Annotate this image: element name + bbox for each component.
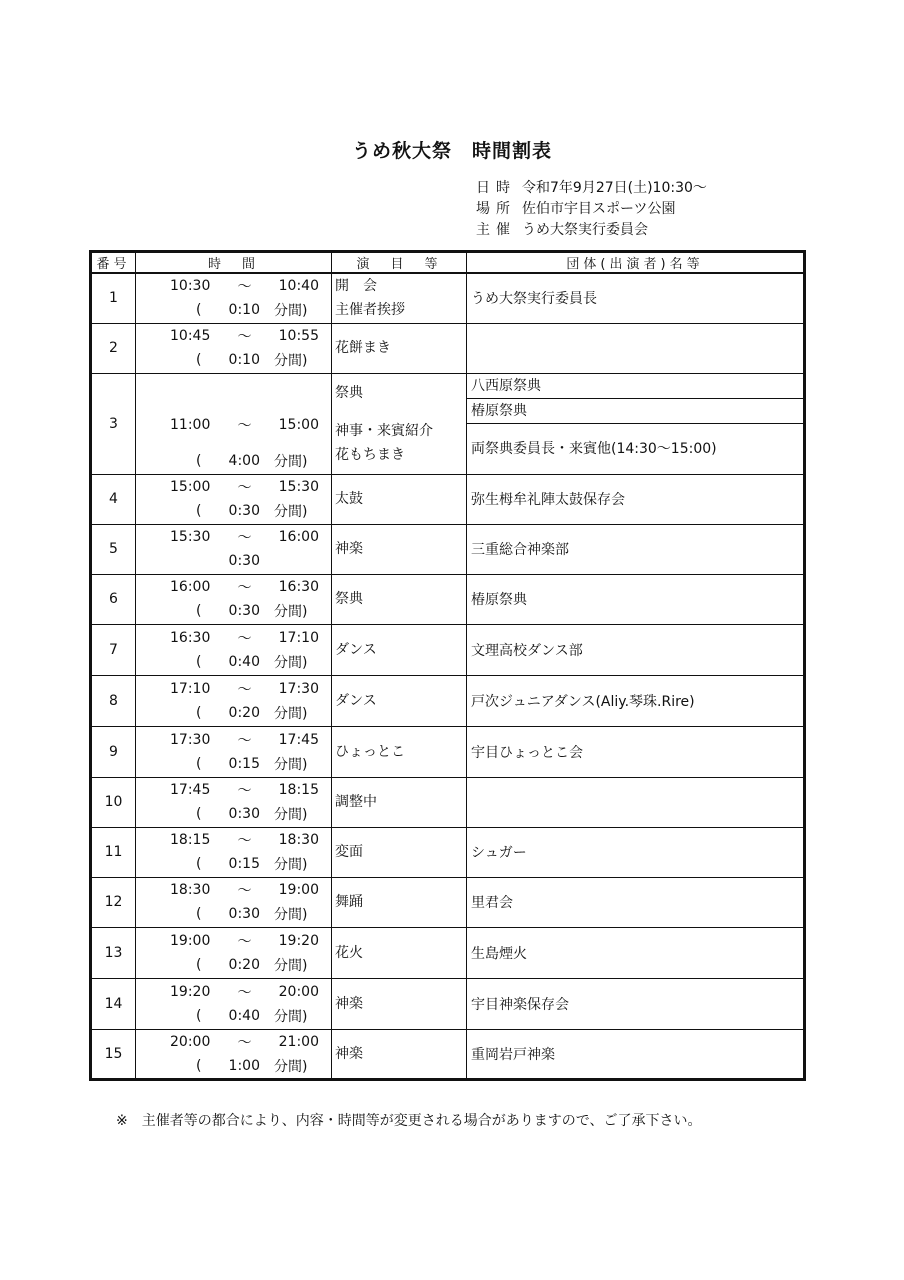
time-cell [136,777,332,827]
end-time: 15:30 [278,479,319,495]
table-row [91,777,805,827]
end-time: 20:00 [278,983,319,1000]
info-label: 主催 [476,222,516,238]
end-time: 15:00 [278,416,319,433]
time-separator: 〜 [237,681,252,698]
time-separator: 〜 [237,732,252,749]
row-number: 13 [91,927,136,978]
end-time: 18:30 [278,832,319,848]
table-row [91,726,805,777]
program-line: 神楽 [335,541,363,557]
row-number: 7 [91,624,136,675]
info-value: 佐伯市宇目スポーツ公園 [522,201,676,217]
row-number: 6 [91,574,136,624]
start-time: 16:00 [170,579,211,595]
program-line: 変面 [335,844,363,860]
program-line: 神楽 [335,1045,363,1062]
group-cell: 戸次ジュニアダンス(Aliy.琴珠.Rire) [467,675,805,726]
program-line: ひょっとこ [335,743,405,760]
duration: 4:00 [228,452,260,469]
end-time: 17:30 [278,680,319,697]
group-name: 椿原祭典 [467,399,803,424]
duration-open-paren: ( [196,856,202,872]
header-program: 演 目 等 [332,252,467,274]
group-cell: 重岡岩戸神楽 [467,1029,805,1079]
header-group: 団体(出演者)名等 [467,252,805,274]
row-number: 12 [91,877,136,927]
info-organizer [476,220,707,241]
start-time: 15:30 [170,529,211,545]
time-cell [136,323,332,373]
table-row [91,675,805,726]
end-time: 10:55 [278,328,319,344]
duration-open-paren: ( [196,755,202,772]
time-cell [136,373,332,474]
group-cell: シュガー [467,827,805,877]
duration: 0:20 [228,956,260,973]
group-cell [467,323,805,373]
end-time: 16:00 [278,529,319,545]
header-time: 時 間 [136,252,332,274]
table-row [91,927,805,978]
info-place [476,199,707,220]
start-time: 19:20 [170,983,211,1000]
table-row [91,373,805,474]
program-line: 調整中 [335,794,377,810]
duration-open-paren: ( [196,452,202,469]
duration: 0:10 [228,352,260,368]
info-datetime [476,178,707,199]
start-time: 18:15 [170,832,211,848]
duration: 0:30 [228,553,260,569]
time-separator: 〜 [237,480,252,496]
info-value: 令和7年9月27日(土)10:30〜 [522,180,707,196]
time-separator: 〜 [237,530,252,546]
info-label: 日時 [476,180,516,196]
start-time: 19:00 [170,932,211,949]
start-time: 17:45 [170,782,211,798]
start-time: 10:30 [170,278,211,295]
time-separator: 〜 [237,580,252,596]
program-cell [332,777,467,827]
duration-open-paren: ( [196,302,202,319]
table-row [91,877,805,927]
row-number: 8 [91,675,136,726]
page-title: うめ秋大祭 時間割表 [351,140,552,162]
time-cell [136,978,332,1029]
time-cell [136,574,332,624]
group-cell: 里君会 [467,877,805,927]
time-cell [136,624,332,675]
row-number: 14 [91,978,136,1029]
row-number: 4 [91,474,136,524]
time-separator: 〜 [237,417,252,434]
end-time: 17:10 [278,629,319,646]
start-time: 17:30 [170,731,211,748]
program-cell [332,474,467,524]
start-time: 11:00 [170,416,211,433]
program-cell [332,574,467,624]
duration-unit: 分間) [274,857,308,873]
program-line: 太鼓 [335,491,363,507]
duration-open-paren: ( [196,1057,202,1074]
start-time: 10:45 [170,328,211,344]
duration-unit: 分間) [274,654,308,671]
time-separator: 〜 [237,1034,252,1051]
group-cell: 椿原祭典 [467,574,805,624]
duration: 0:30 [228,806,260,822]
table-row [91,524,805,574]
row-number: 1 [91,273,136,323]
row-number: 15 [91,1029,136,1079]
group-cell: 文理高校ダンス部 [467,624,805,675]
duration-open-paren: ( [196,956,202,973]
info-value: うめ大祭実行委員会 [522,222,648,238]
schedule-table [89,250,806,1081]
row-number: 10 [91,777,136,827]
group-cell: 弥生栂牟礼陣太鼓保存会 [467,474,805,524]
row-number: 9 [91,726,136,777]
start-time: 18:30 [170,882,211,898]
duration-unit: 分間) [274,1058,308,1075]
group-cell: 生島煙火 [467,927,805,978]
program-cell [332,273,467,323]
duration-open-paren: ( [196,1007,202,1024]
time-cell [136,474,332,524]
program-line: 花餅まき [335,340,391,356]
time-cell [136,827,332,877]
end-time: 21:00 [278,1033,319,1050]
end-time: 16:30 [278,579,319,595]
duration-open-paren: ( [196,503,202,519]
table-header-row [91,252,805,274]
duration-unit: 分間) [274,353,308,369]
duration-open-paren: ( [196,352,202,368]
table-row [91,827,805,877]
duration: 0:15 [228,856,260,872]
duration-unit: 分間) [274,303,308,320]
footnote: ※ 主催者等の都合により、内容・時間等が変更される場合がありますので、ご了承下さい。 [116,1113,702,1129]
time-cell [136,877,332,927]
duration: 0:30 [228,906,260,922]
time-separator: 〜 [237,783,252,799]
program-cell [332,624,467,675]
program-cell [332,927,467,978]
duration: 0:20 [228,704,260,721]
end-time: 19:00 [278,882,319,898]
table-row [91,1029,805,1079]
time-separator: 〜 [237,984,252,1001]
duration-open-paren: ( [196,653,202,670]
program-cell [332,726,467,777]
time-separator: 〜 [237,883,252,899]
program-cell [332,323,467,373]
program-line: 花もちまき [335,446,405,463]
duration-unit: 分間) [274,705,308,722]
time-cell [136,273,332,323]
duration: 1:00 [228,1057,260,1074]
table-row [91,574,805,624]
duration-unit: 分間) [274,957,308,974]
time-separator: 〜 [237,329,252,345]
program-line: 神事・来賓紹介 [335,422,433,439]
time-cell [136,726,332,777]
end-time: 19:20 [278,932,319,949]
table-row [91,323,805,373]
row-number: 5 [91,524,136,574]
program-line: 神楽 [335,995,363,1012]
time-separator: 〜 [237,630,252,647]
table-row [91,978,805,1029]
program-line: 花火 [335,944,363,961]
info-label: 場所 [476,201,516,217]
end-time: 17:45 [278,731,319,748]
program-line: ダンス [335,692,377,709]
time-separator: 〜 [237,833,252,849]
program-cell [332,877,467,927]
group-cell [467,777,805,827]
program-line: 祭典 [335,591,363,607]
duration: 0:30 [228,603,260,619]
start-time: 17:10 [170,680,211,697]
header-number: 番号 [91,252,136,274]
duration-unit: 分間) [274,907,308,923]
start-time: 16:30 [170,629,211,646]
group-cell [467,373,805,474]
duration-unit: 分間) [274,453,308,470]
table-row [91,474,805,524]
duration-open-paren: ( [196,906,202,922]
duration: 0:15 [228,755,260,772]
time-cell [136,927,332,978]
duration-open-paren: ( [196,704,202,721]
program-line: ダンス [335,641,377,658]
duration-unit: 分間) [274,807,308,823]
time-cell [136,675,332,726]
program-cell [332,373,467,474]
group-cell: うめ大祭実行委員長 [467,273,805,323]
start-time: 20:00 [170,1033,211,1050]
program-cell [332,978,467,1029]
program-line: 祭典 [335,384,363,401]
duration-unit: 分間) [274,504,308,520]
start-time: 15:00 [170,479,211,495]
row-number: 3 [91,373,136,474]
end-time: 18:15 [278,782,319,798]
duration: 0:30 [228,503,260,519]
event-info [476,178,707,241]
program-cell [332,827,467,877]
end-time: 10:40 [278,278,319,295]
group-cell: 宇目ひょっとこ会 [467,726,805,777]
time-cell [136,524,332,574]
group-name: 両祭典委員長・来賓他(14:30〜15:00) [471,440,717,457]
program-line: 主催者挨拶 [335,302,405,319]
table-row [91,273,805,323]
schedule-body [91,273,805,1079]
group-name: 八西原祭典 [467,374,803,399]
duration-unit: 分間) [274,604,308,620]
time-cell [136,1029,332,1079]
group-cell: 三重総合神楽部 [467,524,805,574]
row-number: 11 [91,827,136,877]
time-separator: 〜 [237,279,252,296]
row-number: 2 [91,323,136,373]
program-cell [332,675,467,726]
time-separator: 〜 [237,933,252,950]
duration-unit: 分間) [274,756,308,773]
duration-unit: 分間) [274,1008,308,1025]
program-line: 開 会 [335,278,377,295]
duration: 0:40 [228,653,260,670]
program-cell [332,524,467,574]
group-cell: 宇目神楽保存会 [467,978,805,1029]
duration: 0:40 [228,1007,260,1024]
program-cell [332,1029,467,1079]
program-line: 舞踊 [335,894,363,910]
duration-open-paren: ( [196,806,202,822]
duration-open-paren: ( [196,603,202,619]
duration: 0:10 [228,302,260,319]
table-row [91,624,805,675]
